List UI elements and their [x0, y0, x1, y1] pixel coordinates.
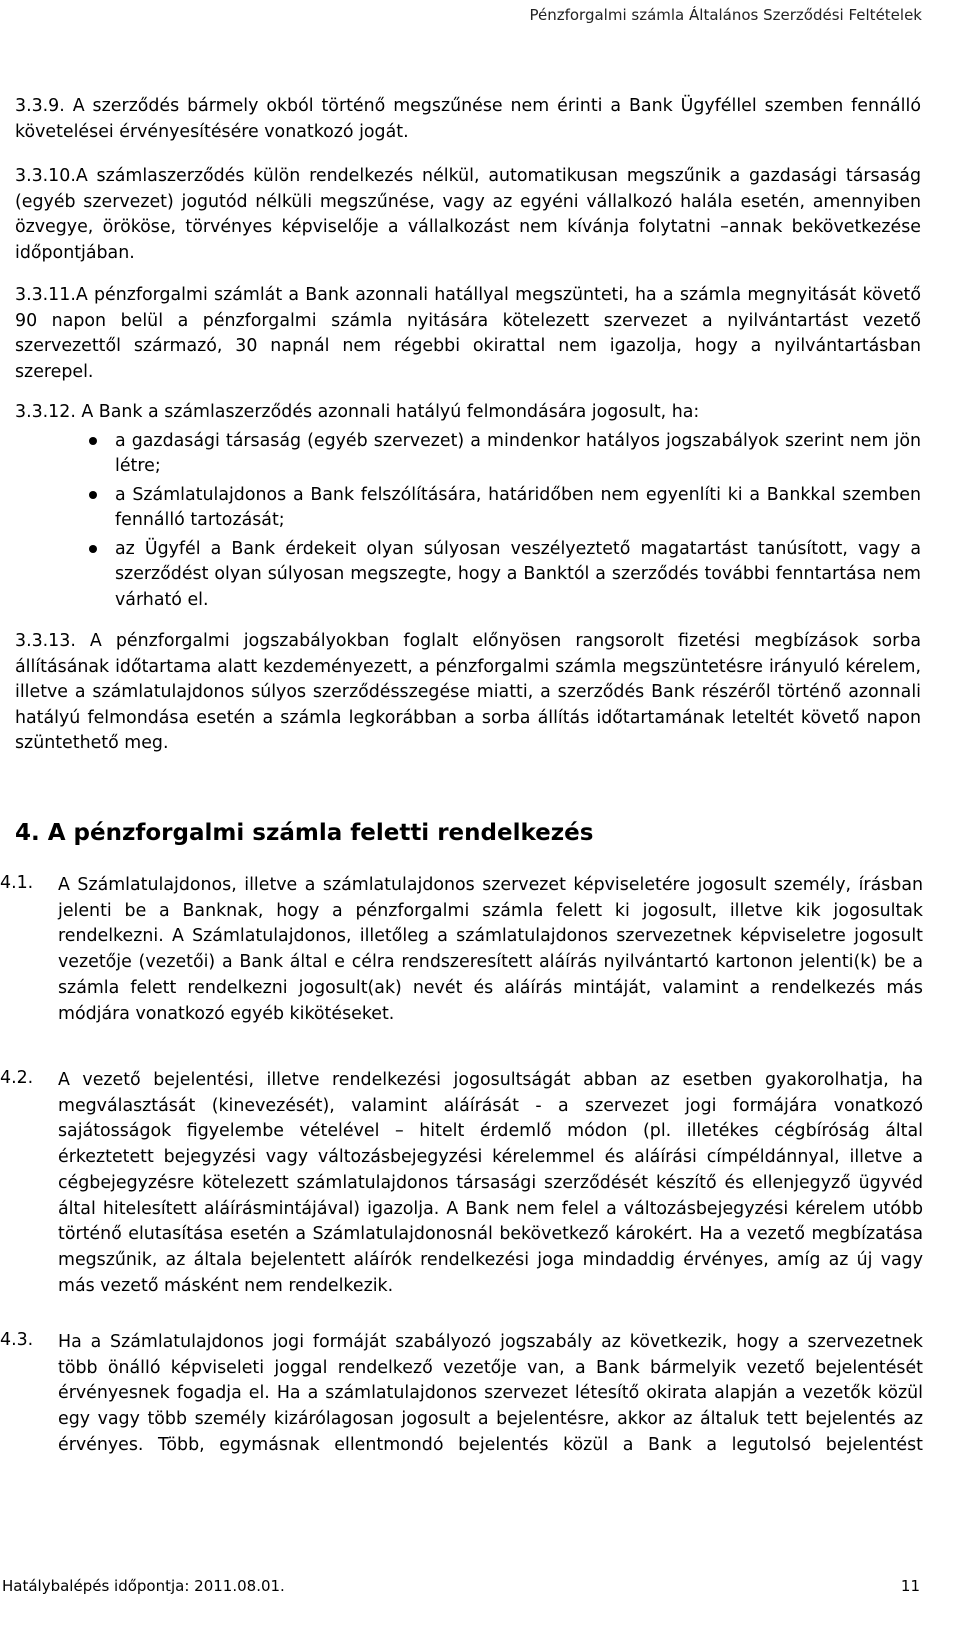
clause-text: A Bank a számlaszerződés azonnali hatályú felmondására jogosult, ha:: [81, 402, 700, 422]
list-item: a Számlatulajdonos a Bank felszólítására, határidőben nem egyenlíti ki a Bankkal szemben fennálló tartozását;: [15, 483, 921, 534]
clause-4-1: [58, 873, 923, 1027]
clause-number: 3.3.12.: [15, 402, 76, 422]
page-number: 11: [900, 1577, 920, 1595]
bullet-list: [15, 429, 921, 614]
clause-3-3-12: [15, 400, 921, 613]
clause-3-3-10: [15, 164, 921, 266]
clause-4-3: [58, 1330, 923, 1459]
clause-text: A Számlatulajdonos, illetve a számlatulajdonos szervezet képviseletére jogosult személy, írásban jelenti be a Banknak, hogy a pénzforgalmi számla felett ki jogosult, illetve kik jogosultak rendelkezni. A Számlatulajdonos, illetőleg a számlatulajdonos szervezetnek képviseletre jogosult vezetője (vezetői) a Bank által e célra rendszeresített aláírás nyilvántartó kartonon jelenti(k) be a számla felett rendelkezni jogosult(ak) nevét és aláírás mintáját, valamint a rendelkezés más módjára vonatkozó egyéb kikötéseket.: [58, 875, 923, 1024]
clause-number: 4.3.: [0, 1330, 34, 1350]
clause-number: 3.3.11.: [15, 285, 76, 305]
clause-number: 3.3.10.: [15, 166, 76, 186]
clause-text: A szerződés bármely okból történő megszűnése nem érinti a Bank Ügyféllel szemben fennálló követelései érvényesítésére vonatkozó jogát.: [15, 96, 921, 142]
clause-number: 4.1.: [0, 873, 34, 893]
list-item: az Ügyfél a Bank érdekeit olyan súlyosan veszélyeztető magatartást tanúsított, vagy a szerződést olyan súlyosan megszegte, hogy a Banktól a szerződés további fenntartása nem várható el.: [15, 537, 921, 614]
bullet-icon: [89, 545, 97, 553]
clause-text: A pénzforgalmi számlát a Bank azonnali hatállyal megszünteti, ha a számla megnyitását követő 90 napon belül a pénzforgalmi számla nyitására kötelezett szervezet a nyilvántartást vezető szervezettől származó, 30 napnál nem régebbi okirattal nem igazolja, hogy a nyilvántartásban szerepel.: [15, 285, 921, 382]
clause-3-3-9: [15, 94, 921, 145]
clause-text: A számlaszerződés külön rendelkezés nélkül, automatikusan megszűnik a gazdasági társaság (egyéb szervezet) jogutód nélküli megszűnése, vagy az egyéni vállalkozó halála esetén, amennyiben özvegye, örököse, törvényes képviselője a vállalkozást nem kívánja folytatni –annak bekövetkezése időpontjában.: [15, 166, 921, 263]
bullet-icon: [89, 437, 97, 445]
clause-number: 3.3.9.: [15, 96, 65, 116]
clause-3-3-13: [15, 629, 921, 757]
clause-text: Ha a Számlatulajdonos jogi formáját szabályozó jogszabály az következik, hogy a szervezetnek több önálló képviseleti joggal rendelkező vezetője van, a Bank bármelyik vezető bejelentését érvényesnek fogadja el. Ha a számlatulajdonos szervezet létesítő okirata alapján a vezetők közül egy vagy több személy kizárólagosan jogosult a bejelentésre, akkor az általuk tett bejelentés az érvényes. Több, egymásnak ellentmondó bejelentés közül a Bank a legutolsó bejelentést: [58, 1332, 923, 1455]
effective-date: Hatálybalépés időpontja: 2011.08.01.: [2, 1577, 285, 1595]
clause-number: 4.2.: [0, 1068, 34, 1088]
bullet-icon: [89, 491, 97, 499]
list-item: a gazdasági társaság (egyéb szervezet) a mindenkor hatályos jogszabályok szerint nem jön létre;: [15, 429, 921, 480]
clause-3-3-11: [15, 283, 921, 385]
clause-text: A pénzforgalmi jogszabályokban foglalt előnyösen rangsorolt fizetési megbízások sorba állításának időtartama alatt kezdeményezett, a pénzforgalmi számla megszüntetésre irányuló kérelem, illetve a számlatulajdonos súlyos szerződésszegése miatti, a szerződés Bank részéről történő azonnali hatályú felmondása esetén a számla legkorábban a sorba állítás időtartamának leteltét követő napon szüntethető meg.: [15, 631, 921, 753]
clause-text: A vezető bejelentési, illetve rendelkezési jogosultságát abban az esetben gyakorolhatja, ha megválasztását (kinevezését), valamint aláírását - a szervezet jogi formájára vonatkozó sajátosságok figyelembe vételével – hitelt érdemlő módon (pl. illetékes cégbíróság által érkeztetett bejegyzési vagy változásbejegyzési kérelemmel és aláírási címpéldánnyal, illetve a cégbejegyzésre kötelezett számlatulajdonos társasági szerződését készítő és ellenjegyző ügyvéd által hitelesített aláírásmintájával) igazolja. A Bank nem felel a változásbejegyzési kérelem utóbb történő elutasítása esetén a Számlatulajdonosnál bekövetkező károkért. Ha a vezető megbízatása megszűnik, az általa bejelentett aláírók rendelkezési joga mindaddig érvényes, amíg az új vagy más vezető másként nem rendelkezik.: [58, 1070, 923, 1296]
clause-number: 3.3.13.: [15, 631, 76, 651]
clause-4-2: [58, 1068, 923, 1299]
section-heading: 4. A pénzforgalmi számla feletti rendelkezés: [15, 820, 594, 846]
running-header: Pénzforgalmi számla Általános Szerződési Feltételek: [529, 6, 922, 24]
